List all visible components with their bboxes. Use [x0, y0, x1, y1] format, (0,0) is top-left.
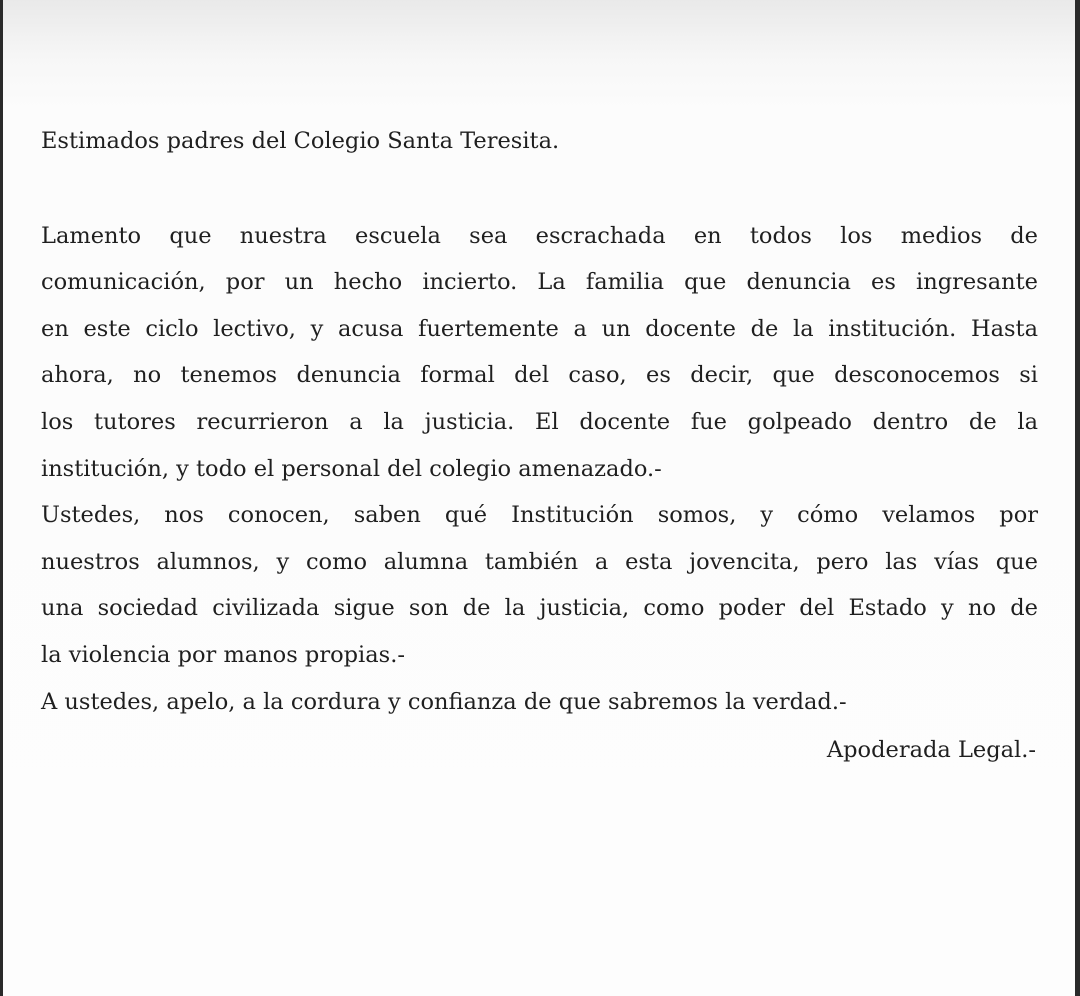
paragraph-line: A ustedes, apelo, a la cordura y confianza de que sabremos la verdad.- [41, 688, 847, 715]
paragraph-line: los tutores recurrieron a la justicia. El docente fue golpeado dentro de la [41, 408, 1038, 435]
paragraph-line: en este ciclo lectivo, y acusa fuertemente a un docente de la institución. Hasta [41, 315, 1038, 342]
letter-body [41, 118, 1038, 774]
letter-greeting: Estimados padres del Colegio Santa Teresita. [41, 128, 560, 154]
paragraph-line: ahora, no tenemos denuncia formal del caso, es decir, que desconocemos si [41, 362, 1038, 389]
paragraph-line: la violencia por manos propias.- [41, 641, 405, 668]
paragraph-line: una sociedad civilizada sigue son de la justicia, como poder del Estado y no de [41, 595, 1038, 622]
paragraph-line: comunicación, por un hecho incierto. La familia que denuncia es ingresante [41, 269, 1038, 296]
paragraph-line: Lamento que nuestra escuela sea escrachada en todos los medios de [41, 222, 1038, 249]
paragraph-3 [41, 679, 1038, 726]
paragraph-line: nuestros alumnos, y como alumna también a esta jovencita, pero las vías que [41, 548, 1038, 575]
paragraph-1 [41, 213, 1038, 493]
paragraph-2 [41, 492, 1038, 678]
paragraph-line: Ustedes, nos conocen, saben qué Institución somos, y cómo velamos por [41, 502, 1038, 529]
paragraph-line: institución, y todo el personal del colegio amenazado.- [41, 455, 662, 482]
letter-signature: Apoderada Legal.- [826, 737, 1036, 764]
